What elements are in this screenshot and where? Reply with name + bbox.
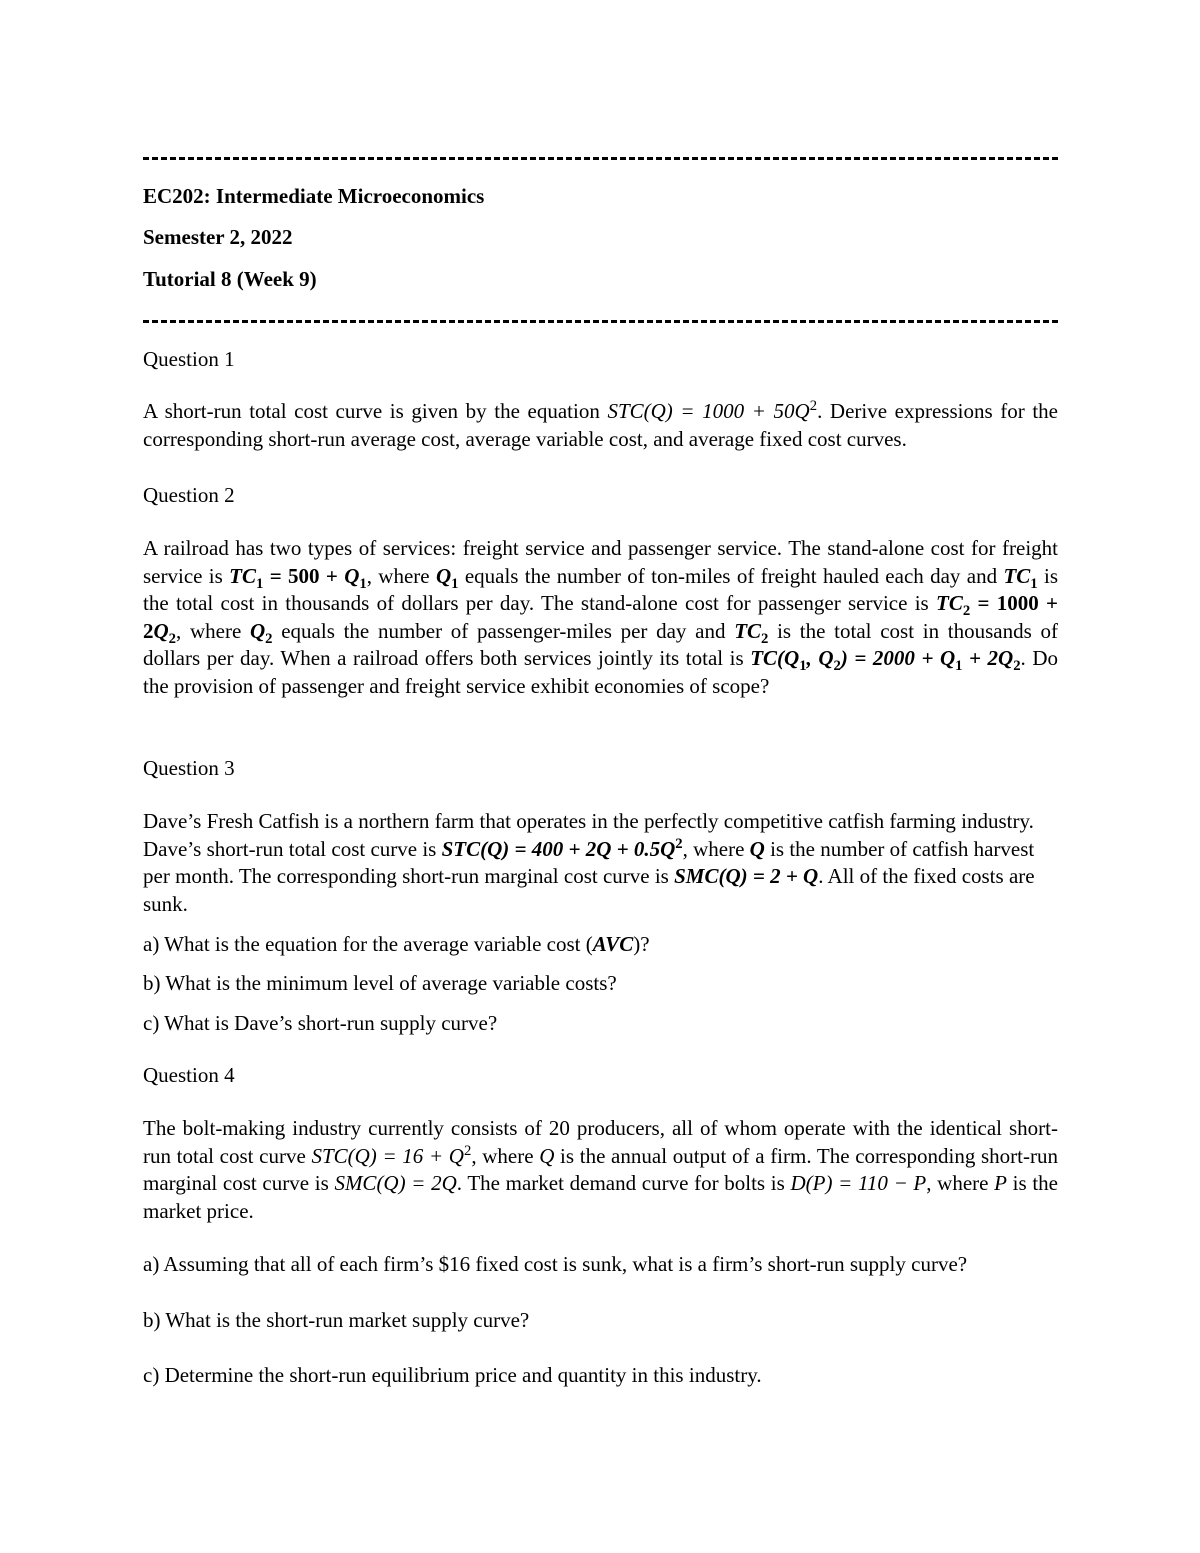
- dashed-separator-bottom: [143, 320, 1058, 323]
- question-1-heading: Question 1: [143, 347, 235, 371]
- question-3-text: Dave’s Fresh Catfish is a northern farm that operates in the perfectly competitive catfish farming industry. Dave’s short-run total cost curve is $STC(Q) = 400 + 2Q + 0.5Q^2$, where Q is the number of catfish harvest per month. The corresponding short-run marginal cost curve is SMC(Q) = 2 + Q. All of the fixed costs are sunk.: [143, 809, 1035, 916]
- dashed-separator-top: [143, 157, 1058, 160]
- question-3-heading: Question 3: [143, 756, 235, 780]
- semester: Semester 2, 2022: [143, 225, 293, 249]
- question-2-heading: Question 2: [143, 483, 235, 507]
- question-4c: c) Determine the short-run equilibrium price and quantity in this industry.: [143, 1363, 762, 1387]
- question-4-heading: Question 4: [143, 1063, 235, 1087]
- question-2-text: A railroad has two types of services: freight service and passenger service. The stand-alone cost for freight service is $TC_1 = 500 + Q_1$, where $Q_1$ equals the number of ton-miles of freight hauled each day and $TC_1$ is the total cost in thousands of dollars per day. The stand-alone cost for passenger service is $TC_2 = 1000 + 2Q_2$, where $Q_2$ equals the number of passenger-miles per day and $TC_2$ is the total cost in thousands of dollars per day. When a railroad offers both services jointly its total is $TC(Q_1$, $Q_2) = 2000 + Q_1 + 2Q_2$. Do the provision of passenger and freight service exhibit economies of scope?: [143, 536, 1058, 698]
- question-3b: b) What is the minimum level of average variable costs?: [143, 971, 617, 995]
- course-title: EC202: Intermediate Microeconomics: [143, 184, 485, 208]
- question-4-text: The bolt-making industry currently consists of 20 producers, all of whom operate with the identical short-run total cost curve $STC(Q) = 16 + Q^2$, where Q is the annual output of a firm. The corresponding short-run marginal cost curve is SMC(Q) = 2Q. The market demand curve for bolts is D(P) = 110 − P, where P is the market price.: [143, 1116, 1058, 1223]
- question-4b: b) What is the short-run market supply curve?: [143, 1308, 530, 1332]
- question-4a: a) Assuming that all of each firm’s $16 fixed cost is sunk, what is a firm’s short-run supply curve?: [143, 1252, 968, 1276]
- question-1-text: A short-run total cost curve is given by the equation $STC(Q) = 1000 + 50Q^2$. Derive expressions for the corresponding short-run average cost, average variable cost, and average fixed cost curves.: [143, 398, 1058, 451]
- tutorial-title: Tutorial 8 (Week 9): [143, 267, 317, 291]
- question-3c: c) What is Dave’s short-run supply curve?: [143, 1011, 498, 1035]
- question-3a: a) What is the equation for the average variable cost (AVC)?: [143, 932, 650, 956]
